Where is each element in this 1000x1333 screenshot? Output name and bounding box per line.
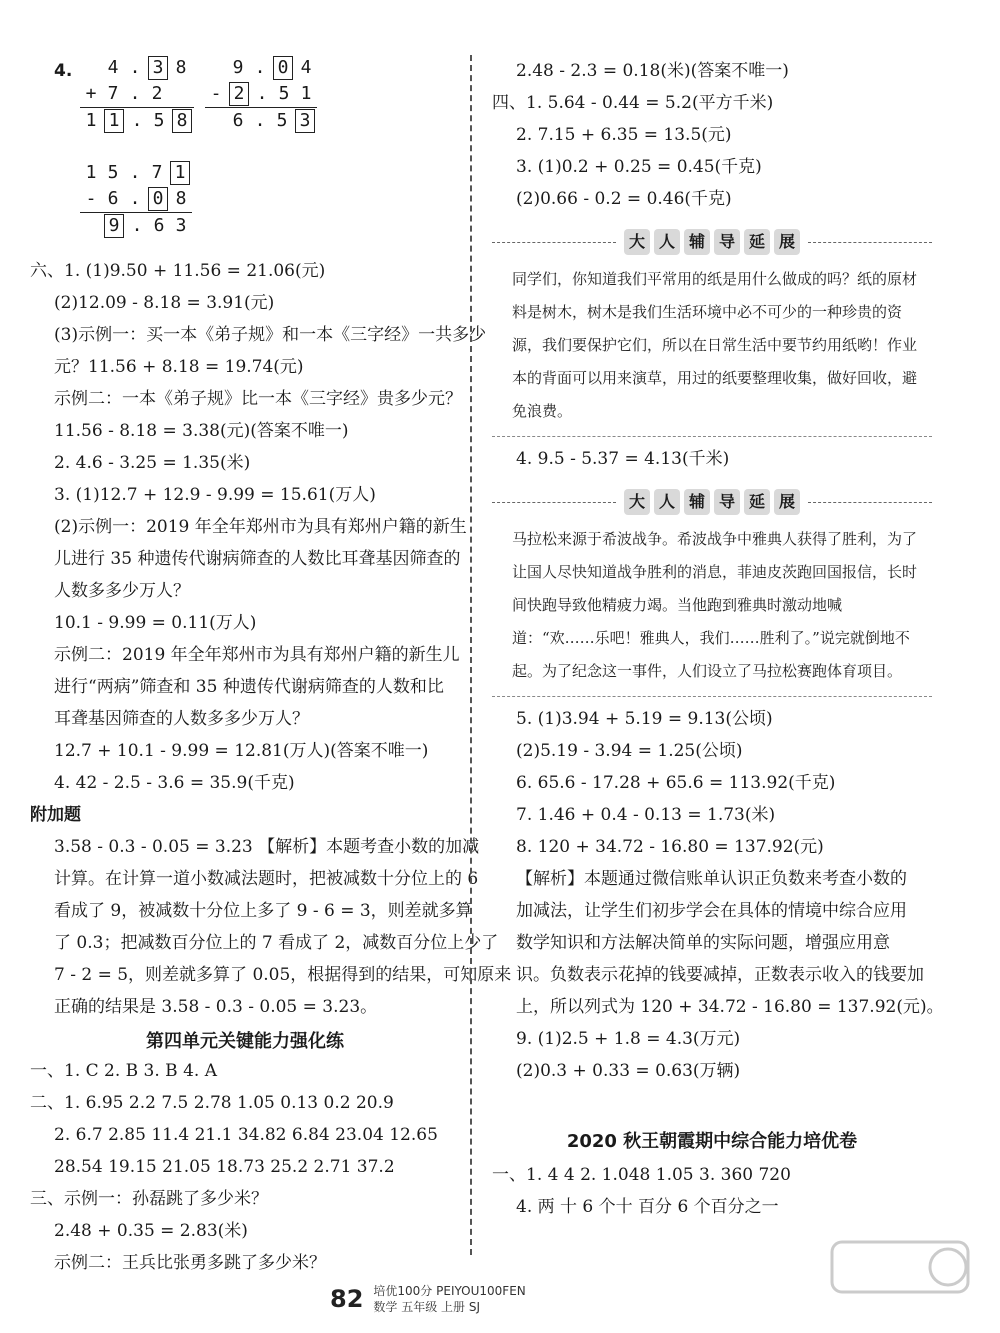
blank-box: 0 [148, 187, 168, 211]
answer-line: 六、1. (1)9.50 + 11.56 = 21.06(元) [30, 261, 326, 281]
answer-line: 了 0.3；把减数百分位上的 7 看成了 2，减数百分位上少了 [54, 933, 499, 953]
blank-box: 1 [170, 161, 190, 185]
unit4-answer-lines [30, 1055, 460, 1279]
unit4-title: 第四单元关键能力强化练 [146, 1031, 344, 1052]
answer-line: (2)0.3 + 0.33 = 0.63(万辆) [516, 1061, 741, 1081]
q4-answer: 4. 9.5 - 5.37 = 4.13(千米) [516, 449, 730, 469]
answer-line: 28.54 19.15 21.05 18.73 25.2 2.71 37.2 [54, 1157, 395, 1177]
left-answer-lines [30, 255, 512, 1023]
answer-line: 元？11.56 + 8.18 = 19.74(元) [54, 357, 304, 377]
answer-line: 2. 6.7 2.85 11.4 21.1 34.82 6.84 23.04 12.65 [54, 1125, 438, 1145]
answer-line: 正确的结果是 3.58 - 0.3 - 0.05 = 3.23。 [54, 997, 378, 1017]
answer-line: (2)5.19 - 3.94 = 1.25(公顷) [516, 741, 743, 761]
right-column [492, 55, 944, 1223]
answer-line: (2)示例一：2019 年全年郑州市为具有郑州户籍的新生 [54, 517, 467, 537]
answer-line: 一、1. 4 4 2. 1.048 1.05 3. 360 720 [492, 1165, 791, 1185]
banner-title: 大 人 辅 导 延 展 [622, 229, 802, 255]
calc2-row1: 9 . 0 4 [232, 57, 312, 78]
answer-line: 【解析】本题通过微信账单认识正负数来考查小数的 [516, 869, 907, 889]
brand-name: 培优100分 PEIYOU100FEN [373, 1284, 526, 1298]
column-divider [470, 55, 472, 1255]
blank-box: 3 [148, 56, 168, 80]
answer-line: 儿进行 35 种遗传代谢病筛查的人数比耳聋基因筛查的 [54, 549, 461, 569]
vertical-calc-1 [80, 55, 194, 134]
answer-line: 7. 1.46 + 0.4 - 0.13 = 1.73(米) [516, 805, 776, 825]
right-bottom-lines [492, 703, 944, 1087]
answer-line: 一、1. C 2. B 3. B 4. A [30, 1061, 217, 1081]
answer-line: 5. (1)3.94 + 5.19 = 9.13(公顷) [516, 709, 773, 729]
vertical-calc-3 [80, 160, 192, 239]
midterm-answer-lines [492, 1159, 932, 1223]
midterm-title: 2020 秋王朝霞期中综合能力培优卷 [566, 1131, 858, 1152]
answer-line: 四、1. 5.64 - 0.44 = 5.2(平方千米) [492, 93, 774, 113]
answer-line: 示例二：一本《弟子规》比一本《三字经》贵多少元？ [54, 389, 462, 409]
answer-line: 数学知识和方法解决简单的实际问题，增强应用意 [516, 933, 890, 953]
brand-block [373, 1283, 525, 1315]
calc1-row3: 1 1 . 5 8 [80, 108, 194, 134]
answer-line: 10.1 - 9.99 = 0.11(万人) [54, 613, 257, 633]
blank-box: 0 [273, 56, 293, 80]
answer-line: 3. (1)0.2 + 0.25 = 0.45(千克) [516, 157, 762, 177]
story-paper: 同学们，你知道我们平常用的纸是用什么做成的吗？纸的原材料是树木，树木是我们生活环境中必不可少的一种珍贵的资源，我们要保护它们，所以在日常生活中要节约用纸哟！作业本的背面可以用来演草，用过的纸要整理收集，做好回收，避免浪费。 [512, 270, 918, 420]
calc3-row3: 9 . 6 3 [80, 213, 192, 239]
answer-line: 9. (1)2.5 + 1.8 = 4.3(万元) [516, 1029, 741, 1049]
answer-line: (3)示例一：买一本《弟子规》和一本《三字经》一共多少 [54, 325, 487, 345]
blank-box: 9 [104, 214, 124, 238]
answer-line: 识。负数表示花掉的钱要减掉，正数表示收入的钱要加 [516, 965, 924, 985]
answer-line: 看成了 9，被减数十分位上多了 9 - 6 = 3，则差就多算 [54, 901, 473, 921]
answer-line: 耳聋基因筛查的人数多多少万人？ [54, 709, 309, 729]
right-top-lines [492, 55, 932, 215]
answer-line: 计算。在计算一道小数减法题时，把被减数十分位上的 6 [54, 869, 479, 889]
answer-line: 示例二：王兵比张勇多跳了多少米？ [54, 1253, 326, 1273]
blank-box: 2 [229, 82, 249, 106]
answer-line: 12.7 + 10.1 - 9.99 = 12.81(万人)(答案不唯一) [54, 741, 429, 761]
answer-line: (2)0.66 - 0.2 = 0.46(千克) [516, 189, 732, 209]
answer-line: 示例二：2019 年全年郑州市为具有郑州户籍的新生儿 [54, 645, 460, 665]
answer-line: 3.58 - 0.3 - 0.05 = 3.23 【解析】本题考查小数的加减 [54, 837, 480, 857]
answer-line: 三、示例一：孙磊跳了多少米？ [30, 1189, 268, 1209]
calc3-row1: 1 5 . 7 1 [80, 160, 192, 186]
answer-line: 二、1. 6.95 2.2 7.5 2.78 1.05 0.13 0.2 20.9 [30, 1093, 394, 1113]
answer-line: 2.48 - 2.3 = 0.18(米)(答案不唯一) [516, 61, 789, 81]
answer-line: 6. 65.6 - 17.28 + 65.6 = 113.92(千克) [516, 773, 836, 793]
watermark-logo [830, 1240, 970, 1320]
answer-line: 进行“两病”筛查和 35 种遗传代谢病筛查的人数和比 [54, 677, 444, 697]
answer-line: 4. 两 十 6 个十 百分 6 个百分之一 [516, 1197, 779, 1217]
page-footer [330, 1283, 526, 1315]
banner-guide-2 [492, 489, 932, 515]
answer-line: 2.48 + 0.35 = 2.83(米) [54, 1221, 248, 1241]
blank-box: 3 [295, 109, 315, 133]
calc2-row3: 6 . 5 3 [205, 108, 317, 134]
calc2-row2: - 2 . 5 1 [205, 81, 317, 108]
brand-sub: 数学 五年级 上册 SJ [373, 1300, 481, 1314]
answer-line: 11.56 - 8.18 = 3.38(元)(答案不唯一) [54, 421, 349, 441]
calc3-row2: - 6 . 0 8 [80, 186, 192, 213]
q4-label: 4. [54, 61, 73, 81]
calc1-row1: 4 . 3 8 [107, 57, 187, 78]
answer-line: 8. 120 + 34.72 - 16.80 = 137.92(元) [516, 837, 824, 857]
calc1-row2: + 7 . 2 [80, 81, 194, 108]
page-number: 82 [330, 1285, 364, 1313]
answer-line: 加减法，让学生们初步学会在具体的情境中综合应用 [516, 901, 907, 921]
answer-line: 人数多多少万人？ [54, 581, 190, 601]
vertical-calc-2 [205, 55, 317, 134]
banner-guide-1 [492, 229, 932, 255]
answer-line: 7 - 2 = 5，则差就多算了 0.05，根据得到的结果，可知原来 [54, 965, 512, 985]
blank-box: 1 [104, 109, 124, 133]
answer-line: 2. 4.6 - 3.25 = 1.35(米) [54, 453, 251, 473]
answer-line: 3. (1)12.7 + 12.9 - 9.99 = 15.61(万人) [54, 485, 376, 505]
answer-line: 2. 7.15 + 6.35 = 13.5(元) [516, 125, 732, 145]
banner-title: 大 人 辅 导 延 展 [622, 489, 802, 515]
answer-line: 附加题 [30, 805, 81, 825]
answer-line: 上，所以列式为 120 + 34.72 - 16.80 = 137.92(元)。 [516, 997, 944, 1017]
blank-box: 8 [172, 109, 192, 133]
answer-line: (2)12.09 - 8.18 = 3.91(元) [54, 293, 275, 313]
answer-line: 4. 42 - 2.5 - 3.6 = 35.9(千克) [54, 773, 295, 793]
story-marathon: 马拉松来源于希波战争。希波战争中雅典人获得了胜利，为了让国人尽快知道战争胜利的消息，菲迪皮茨跑回国报信，长时间快跑导致他精疲力竭。当他跑到雅典时激动地喊道：“欢……乐吧！雅典人，我们……胜利了。”说完就倒地不起。为了纪念这一事件，人们设立了马拉松赛跑体育项目。 [512, 530, 918, 680]
